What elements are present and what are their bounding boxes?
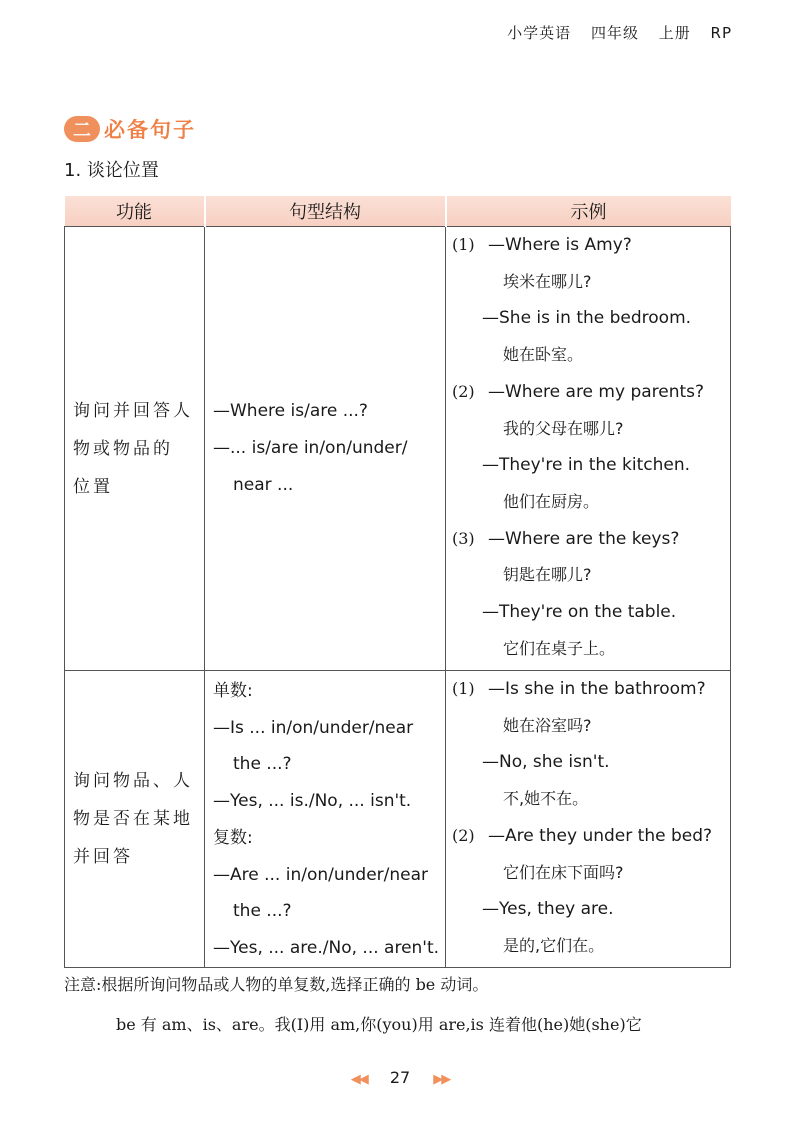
example-translation: 它们在床下面吗? <box>503 862 624 882</box>
function-line: 物或物品的 <box>73 438 173 459</box>
sentence-table <box>64 196 731 968</box>
section-title <box>64 114 196 144</box>
example-translation: 是的,它们在。 <box>503 935 605 955</box>
example-number: (2) <box>452 381 475 401</box>
example-translation: 不,她不在。 <box>503 789 589 809</box>
example-answer: —No, she isn't. <box>482 752 610 773</box>
example-question: —Is she in the bathroom? <box>488 679 706 699</box>
example-translation: 她在浴室吗? <box>503 715 592 735</box>
function-line: 并回答 <box>73 846 133 867</box>
example-translation: 它们在桌子上。 <box>503 638 616 658</box>
header-grade: 四年级 <box>590 24 639 42</box>
example-number: (1) <box>452 679 475 698</box>
header-subject: 小学英语 <box>507 24 572 42</box>
example-question: —Where are my parents? <box>488 381 705 402</box>
structure-cell <box>205 671 446 968</box>
header-structure: 句型结构 <box>205 196 446 227</box>
structure-line: —Where is/are ...? <box>213 401 368 422</box>
structure-line: —Yes, ... are./No, ... aren't. <box>213 937 440 958</box>
function-line: 询问物品、人 <box>73 770 193 791</box>
table-row <box>65 227 731 671</box>
structure-line: 单数: <box>213 681 253 701</box>
table-row <box>65 671 731 968</box>
table-header-row <box>65 196 731 227</box>
example-translation: 埃米在哪儿? <box>503 271 592 291</box>
example-cell <box>446 671 731 968</box>
example-translation: 她在卧室。 <box>503 345 584 365</box>
function-line: 物是否在某地 <box>73 808 193 829</box>
example-line <box>446 671 730 708</box>
header-function: 功能 <box>65 196 205 227</box>
structure-line: —Are ... in/on/under/near <box>213 864 429 885</box>
example-number: (2) <box>452 825 475 845</box>
example-question: —Are they under the bed? <box>488 825 713 846</box>
subsection-title: 1. 谈论位置 <box>64 160 159 181</box>
example-number: (1) <box>452 235 475 254</box>
example-answer: —She is in the bedroom. <box>482 308 692 329</box>
note-line-2: be 有 am、is、are。我(I)用 am,你(you)用 are,is 连着他(he)她(she)它 <box>116 1015 642 1034</box>
structure-cell <box>205 227 446 671</box>
function-cell <box>65 227 205 671</box>
note-line-1: 注意:根据所询问物品或人物的单复数,选择正确的 be 动词。 <box>64 975 489 994</box>
example-translation: 我的父母在哪儿? <box>503 418 624 438</box>
example-line <box>446 374 730 411</box>
example-number: (3) <box>452 528 475 548</box>
example-line <box>446 227 730 264</box>
section-badge: 二 <box>64 116 100 142</box>
prev-page-icon[interactable]: ◀◀ <box>350 1072 367 1087</box>
example-answer: —Yes, they are. <box>482 899 614 920</box>
structure-line: —Yes, ... is./No, ... isn't. <box>213 791 412 812</box>
page-number: 27 <box>389 1068 411 1087</box>
next-page-icon[interactable]: ▶▶ <box>433 1072 450 1087</box>
section-label: 必备句子 <box>104 118 196 142</box>
example-translation: 他们在厨房。 <box>503 491 600 511</box>
example-line <box>446 521 730 558</box>
example-line <box>446 818 730 855</box>
page-header <box>493 22 732 43</box>
example-cell <box>446 227 731 671</box>
function-line: 询问并回答人 <box>73 400 193 421</box>
page-footer <box>0 1068 800 1087</box>
header-example: 示例 <box>446 196 731 227</box>
structure-line: near ... <box>233 474 294 495</box>
function-line: 位置 <box>73 476 113 497</box>
structure-line: the ...? <box>233 754 292 775</box>
example-translation: 钥匙在哪儿? <box>503 565 592 585</box>
header-volume: 上册 <box>658 24 691 42</box>
example-answer: —They're in the kitchen. <box>482 455 691 476</box>
structure-line: —Is ... in/on/under/near <box>213 717 414 738</box>
structure-line: 复数: <box>213 827 253 848</box>
example-question: —Where are the keys? <box>488 528 680 549</box>
function-cell <box>65 671 205 968</box>
example-question: —Where is Amy? <box>488 235 632 255</box>
structure-line: —... is/are in/on/under/ <box>213 438 408 459</box>
header-edition: RP <box>710 24 732 42</box>
structure-line: the ...? <box>233 901 292 922</box>
example-answer: —They're on the table. <box>482 602 677 623</box>
